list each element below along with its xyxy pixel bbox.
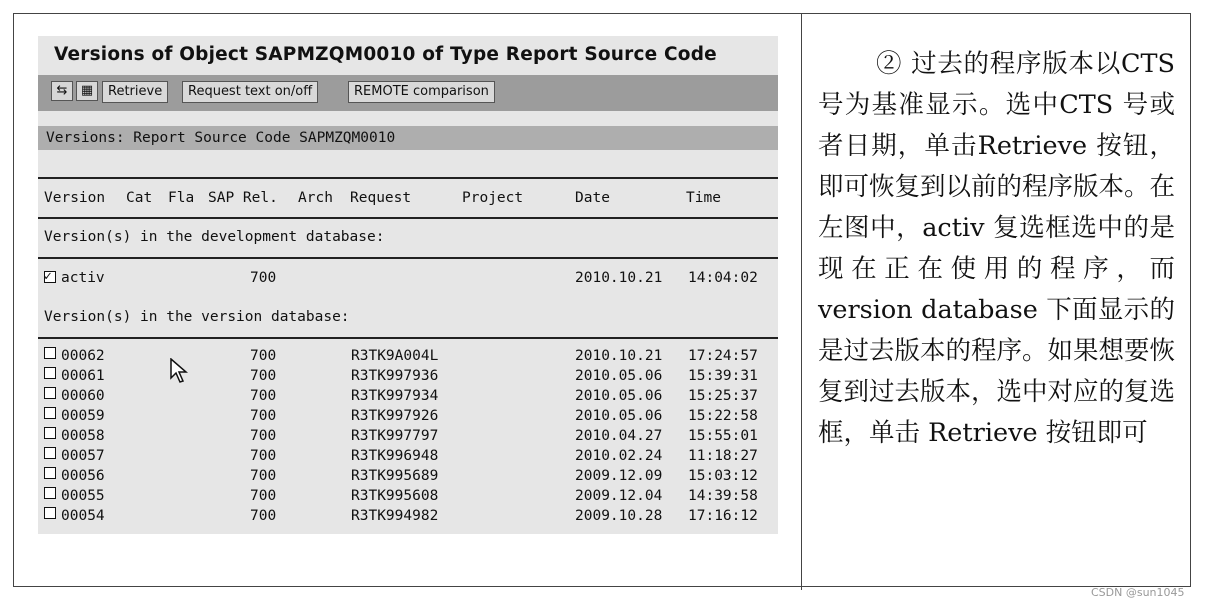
date-cell: 2010.02.24 bbox=[575, 448, 663, 464]
toolbar bbox=[38, 75, 778, 111]
version-cell: activ bbox=[61, 270, 105, 286]
time-cell: 15:25:37 bbox=[688, 388, 758, 404]
sap-rel-cell: 700 bbox=[250, 468, 277, 484]
checkbox[interactable] bbox=[44, 427, 56, 439]
version-db-label: Version(s) in the version database: bbox=[44, 309, 350, 325]
version-cell: 00057 bbox=[61, 448, 105, 464]
version-cell: 00058 bbox=[61, 428, 105, 444]
col-sap-rel: SAP Rel. bbox=[208, 190, 278, 206]
checkbox[interactable] bbox=[44, 407, 56, 419]
sap-rel-cell: 700 bbox=[250, 348, 277, 364]
col-cat: Cat bbox=[126, 190, 153, 206]
col-arch: Arch bbox=[298, 190, 333, 206]
table-row bbox=[38, 407, 778, 426]
col-time: Time bbox=[686, 190, 721, 206]
column-divider bbox=[801, 13, 802, 590]
table-row bbox=[38, 427, 778, 446]
checkbox[interactable] bbox=[44, 487, 56, 499]
col-project: Project bbox=[462, 190, 524, 206]
window-title: Versions of Object SAPMZQM0010 of Type Report Source Code bbox=[54, 44, 717, 65]
date-cell: 2009.12.09 bbox=[575, 468, 663, 484]
remote-comparison-button[interactable]: REMOTE comparison bbox=[348, 81, 495, 103]
checkbox[interactable] bbox=[44, 467, 56, 479]
time-cell: 15:55:01 bbox=[688, 428, 758, 444]
sap-rel-cell: 700 bbox=[250, 488, 277, 504]
retrieve-button[interactable]: Retrieve bbox=[102, 81, 168, 103]
column-header-row bbox=[38, 189, 778, 208]
request-cell: R3TK997926 bbox=[351, 408, 439, 424]
table-row bbox=[38, 507, 778, 526]
version-cell: 00059 bbox=[61, 408, 105, 424]
activ-checkbox[interactable] bbox=[44, 271, 56, 283]
date-cell: 2010.04.27 bbox=[575, 428, 663, 444]
sap-rel-cell: 700 bbox=[250, 270, 277, 286]
version-cell: 00062 bbox=[61, 348, 105, 364]
version-cell: 00056 bbox=[61, 468, 105, 484]
time-cell: 15:39:31 bbox=[688, 368, 758, 384]
request-cell: R3TK994982 bbox=[351, 508, 439, 524]
request-cell: R3TK997936 bbox=[351, 368, 439, 384]
table-row bbox=[38, 347, 778, 366]
time-cell: 14:04:02 bbox=[688, 270, 758, 286]
date-cell: 2010.10.21 bbox=[575, 270, 663, 286]
request-cell: R3TK995608 bbox=[351, 488, 439, 504]
separator bbox=[38, 177, 778, 179]
request-cell: R3TK995689 bbox=[351, 468, 439, 484]
time-cell: 15:03:12 bbox=[688, 468, 758, 484]
date-cell: 2009.10.28 bbox=[575, 508, 663, 524]
table-row bbox=[38, 487, 778, 506]
section-header: Versions: Report Source Code SAPMZQM0010 bbox=[38, 126, 778, 150]
col-version: Version bbox=[44, 190, 106, 206]
version-cell: 00054 bbox=[61, 508, 105, 524]
separator bbox=[38, 257, 778, 259]
table-row bbox=[38, 367, 778, 386]
sap-rel-cell: 700 bbox=[250, 408, 277, 424]
checkbox[interactable] bbox=[44, 347, 56, 359]
sap-rel-cell: 700 bbox=[250, 368, 277, 384]
col-request: Request bbox=[350, 190, 412, 206]
time-cell: 17:16:12 bbox=[688, 508, 758, 524]
compare-icon[interactable]: ⇆ bbox=[51, 81, 73, 101]
time-cell: 15:22:58 bbox=[688, 408, 758, 424]
request-text-toggle-button[interactable]: Request text on/off bbox=[182, 81, 318, 103]
request-cell: R3TK997934 bbox=[351, 388, 439, 404]
col-date: Date bbox=[575, 190, 610, 206]
checkbox[interactable] bbox=[44, 507, 56, 519]
date-cell: 2010.05.06 bbox=[575, 368, 663, 384]
sap-rel-cell: 700 bbox=[250, 448, 277, 464]
watermark: CSDN @sun1045 bbox=[1091, 586, 1185, 599]
checkbox[interactable] bbox=[44, 367, 56, 379]
request-cell: R3TK9A004L bbox=[351, 348, 439, 364]
description-text: ② 过去的程序版本以CTS 号为基准显示。选中CTS 号或者日期，单击Retrieve 按钮，即可恢复到以前的程序版本。在左图中，activ 复选框选中的是现在正在使用的程序，而version database 下面显示的是过去版本的程序。如果想要恢复到过去版本，选中对应的复选框，单击 Retrieve 按钮即可 bbox=[818, 49, 1176, 448]
separator bbox=[38, 337, 778, 339]
table-row bbox=[38, 447, 778, 466]
request-cell: R3TK996948 bbox=[351, 448, 439, 464]
sap-rel-cell: 700 bbox=[250, 508, 277, 524]
time-cell: 17:24:57 bbox=[688, 348, 758, 364]
request-cell: R3TK997797 bbox=[351, 428, 439, 444]
version-cell: 00060 bbox=[61, 388, 105, 404]
separator bbox=[38, 217, 778, 219]
date-cell: 2009.12.04 bbox=[575, 488, 663, 504]
sap-screenshot bbox=[38, 36, 778, 534]
version-cell: 00055 bbox=[61, 488, 105, 504]
dev-db-label: Version(s) in the development database: bbox=[44, 229, 385, 245]
sap-rel-cell: 700 bbox=[250, 388, 277, 404]
sap-rel-cell: 700 bbox=[250, 428, 277, 444]
date-cell: 2010.05.06 bbox=[575, 388, 663, 404]
mouse-cursor-icon bbox=[170, 358, 188, 384]
checkbox[interactable] bbox=[44, 447, 56, 459]
date-cell: 2010.10.21 bbox=[575, 348, 663, 364]
date-cell: 2010.05.06 bbox=[575, 408, 663, 424]
display-icon[interactable]: ▦ bbox=[76, 81, 98, 101]
version-cell: 00061 bbox=[61, 368, 105, 384]
col-fla: Fla bbox=[168, 190, 195, 206]
checkbox[interactable] bbox=[44, 387, 56, 399]
time-cell: 14:39:58 bbox=[688, 488, 758, 504]
table-row bbox=[38, 269, 778, 288]
time-cell: 11:18:27 bbox=[688, 448, 758, 464]
table-row bbox=[38, 467, 778, 486]
table-row bbox=[38, 387, 778, 406]
